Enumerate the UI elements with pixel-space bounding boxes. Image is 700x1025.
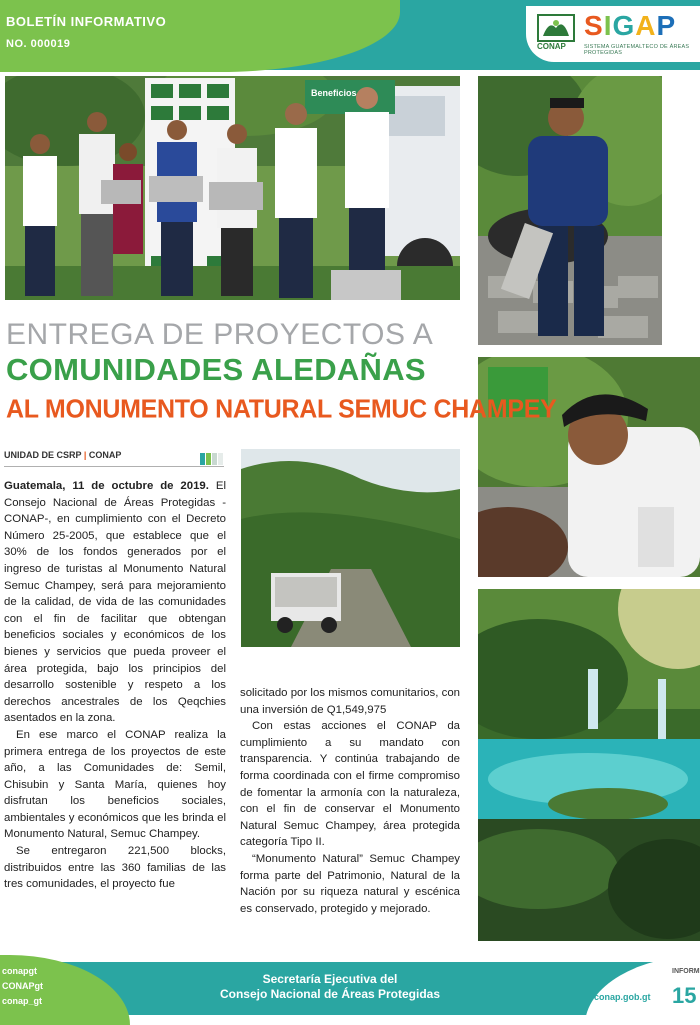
article-paragraph: Con estas acciones el CONAP da cumplimiento a su mandato con transparencia. Y continúa trabajando de forma coordinada con el firme compromiso de fomentar la armonía con la naturaleza, con el fin de conservar el Monumento Natural Semuc Champey, área protegida categoría Tipo II.: [240, 720, 460, 849]
semuc-champey-photo: [478, 589, 700, 941]
byline-color-bars: [200, 452, 224, 470]
article-column-2: [240, 685, 460, 917]
sigap-letter: I: [603, 10, 613, 41]
sigap-letter: A: [635, 10, 657, 41]
footer-organization: [180, 972, 480, 1002]
article-dateline: Guatemala, 11 de octubre de 2019.: [4, 480, 209, 492]
article-paragraph: Guatemala, 11 de octubre de 2019. El Consejo Nacional de Áreas Protegidas -CONAP-, en cumplimiento con el Decreto Número 25-2005, que establece que el 30% de los fondos generados por el ingreso de turistas al Monumento Natural Semuc Champey, será para mejoramiento de la calidad, de vida de las comunidades con el fin de facilitar que obtengan beneficios sociales y económicos de los bienes y servicios que pueda proveer el área protegida, bajo los principios del desarrollo sostenible y respeto a los derechos ancestrales de los Qeqchies asentados en la zona.: [4, 480, 226, 725]
byline-separator: |: [83, 450, 87, 460]
article-paragraph: Se entregaron 221,500 blocks, distribuidos entre las 360 familias de las tres comunidades, el proyecto fue: [4, 845, 226, 891]
social-twitter[interactable]: CONAPgt: [2, 981, 43, 991]
group-photo: [5, 76, 460, 300]
byline: [4, 450, 224, 464]
bulletin-number: NO. 000019: [6, 38, 71, 50]
sigap-logo: [584, 10, 676, 42]
byline-rule: [4, 466, 224, 467]
banner-text: Beneficios: [311, 88, 357, 98]
article-paragraph: En ese marco el CONAP realiza la primera entrega de los proyectos de este año, a las Comunidades de: Semil, Chisubin y Santa María, quienes hoy disfrutan los beneficios sociales, ambientales y económicos que les brinda el Monumento Natural, Semuc Champey.: [4, 728, 226, 841]
footer-website-link[interactable]: conap.gob.gt: [594, 992, 651, 1002]
social-facebook[interactable]: conapgt: [2, 966, 37, 976]
sigap-letter: S: [584, 10, 604, 41]
conap-label: CONAP: [537, 42, 566, 51]
footer-line-1: Secretaría Ejecutiva del: [262, 972, 398, 986]
article-column-1: [4, 478, 226, 893]
truck-photo: [241, 449, 460, 647]
article-paragraph: “Monumento Natural” Semuc Champey forma parte del Patrimonio, Natural de la Nación por su riqueza natural y escénica es conservado, protegido y mejorado.: [240, 852, 460, 915]
headline-line-2: COMUNIDADES ALEDAÑAS: [6, 352, 426, 387]
sigap-letter: P: [656, 10, 677, 41]
footer-line-2: Consejo Nacional de Áreas Protegidas: [219, 987, 441, 1001]
sigap-subtitle: SISTEMA GUATEMALTECO DE ÁREAS PROTEGIDAS: [584, 44, 690, 56]
bulletin-title: BOLETÍN INFORMATIVO: [6, 14, 167, 29]
worker-closeup-photo: [478, 357, 700, 577]
page-number: 15: [672, 983, 697, 1008]
byline-unit: UNIDAD DE CSRP: [4, 450, 82, 460]
worker-photo: [478, 76, 662, 345]
page-label: INFORM: [672, 968, 700, 975]
headline-line-3: AL MONUMENTO NATURAL SEMUC CHAMPEY: [6, 394, 557, 424]
sigap-letter: G: [612, 10, 636, 41]
article-paragraph: solicitado por los mismos comunitarios, con una inversión de Q1,549,975: [240, 687, 460, 716]
byline-org: CONAP: [88, 450, 122, 460]
social-instagram[interactable]: conap_gt: [2, 996, 43, 1006]
headline-line-1: ENTREGA DE PROYECTOS A: [6, 318, 434, 351]
